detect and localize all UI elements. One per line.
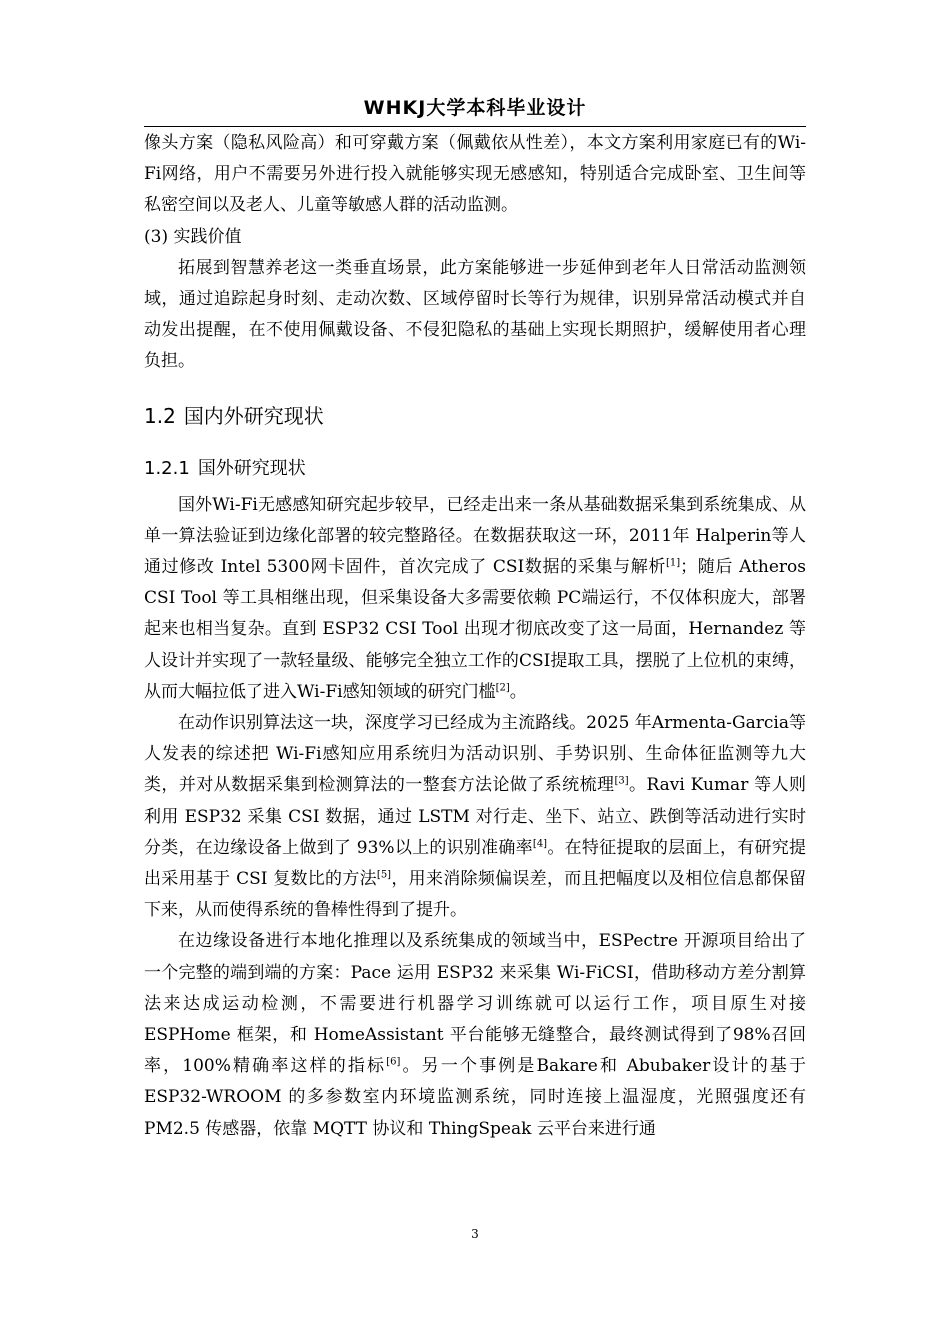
citation-ref: [5] bbox=[376, 869, 392, 881]
section-number: 1.2 bbox=[144, 403, 176, 428]
citation-ref: [3] bbox=[614, 775, 629, 787]
text-run: ，用来消除频偏误差，而且把幅度以及相位信息都保留下来，从而使得系统的鲁棒性得到了提升。 bbox=[144, 869, 806, 921]
text-run: 。 bbox=[509, 681, 527, 702]
section-heading-1-2 bbox=[144, 401, 806, 431]
text-run: ；随后 Atheros CSI Tool 等工具相继出现，但采集设备大多需要依赖 PC端运行，不仅体积庞大，部署起来也相当复杂。直到 ESP32 CSI Tool 出现才彻底改变了这一局面，Hernandez 等人设计并实现了一款轻量级、能够完全独立工作的CSI提取工具，摆脱了上位机的束缚，从而大幅拉低了进入Wi-Fi感知领域的研究门槛 bbox=[144, 557, 807, 702]
text-run: 在动作识别算法这一块，深度学习已经成为主流路线。2025 年Armenta-Garcia等人发表的综述把 Wi-Fi感知应用系统归为活动识别、手势识别、生命体征监测等九大类，并对从数据采集到检测算法的一整套方法论做了系统梳理 bbox=[144, 713, 806, 796]
text-run: 。Ravi Kumar 等人则利用 ESP32 采集 CSI 数据，通过 LSTM 对行走、坐下、站立、跌倒等活动进行实时分类，在边缘设备上做到了 93%以上的识别准确率 bbox=[144, 775, 806, 858]
paragraph-practical-value: 拓展到智慧养老这一类垂直场景，此方案能够进一步延伸到老年人日常活动监测领域，通过追踪起身时刻、走动次数、区域停留时长等行为规律，识别异常活动模式并自动发出提醒，在不使用佩戴设备、不侵犯隐私的基础上实现长期照护，缓解使用者心理负担。 bbox=[144, 257, 806, 372]
subsection-heading-1-2-1 bbox=[144, 454, 806, 484]
citation-ref: [1] bbox=[665, 557, 681, 569]
subsection-label-practical-value: (3) 实践价值 bbox=[144, 226, 242, 247]
text-run: 国外Wi-Fi无感感知研究起步较早，已经走出来一条从基础数据采集到系统集成、从单一算法验证到边缘化部署的较完整路径。在数据获取这一环，2011年 Halperin等人通过修改 Intel 5300网卡固件，首次完成了 CSI数据的采集与解析 bbox=[144, 494, 806, 578]
header-rule bbox=[144, 126, 806, 127]
citation-ref: [2] bbox=[495, 682, 510, 694]
section-title: 国内外研究现状 bbox=[183, 403, 324, 428]
paragraph-data-acquisition bbox=[144, 490, 806, 708]
document-body bbox=[144, 128, 806, 1145]
citation-ref: [4] bbox=[532, 838, 548, 850]
subsection-number: 1.2.1 bbox=[144, 457, 190, 479]
text-run: 。在特征提取的层面上，有研究提出采用基于 CSI 复数比的方法 bbox=[144, 837, 806, 890]
paragraph-continued: 像头方案（隐私风险高）和可穿戴方案（佩戴依从性差），本文方案利用家庭已有的Wi-Fi网络，用户不需要另外进行投入就能够实现无感感知，特别适合完成卧室、卫生间等私密空间以及老人、儿童等敏感人群的活动监测。 bbox=[144, 133, 806, 216]
page-number: 3 bbox=[471, 1227, 479, 1241]
subsection-title: 国外研究现状 bbox=[197, 457, 306, 479]
paragraph-recognition-algorithms bbox=[144, 708, 806, 926]
text-run: 。另一个事例是Bakare和 Abubaker设计的基于 ESP32-WROOM 的多参数室内环境监测系统，同时连接上温湿度，光照强度还有 PM2.5 传感器，依靠 MQTT 协议和 ThingSpeak 云平台来进行通 bbox=[144, 1056, 806, 1139]
text-run: 在边缘设备进行本地化推理以及系统集成的领域当中，ESPectre 开源项目给出了一个完整的端到端的方案：Pace 运用 ESP32 来采集 Wi-FiCSI，借助移动方差分割算法来达成运动检测，不需要进行机器学习训练就可以运行工作，项目原生对接 ESPHome 框架，和 HomeAssistant 平台能够无缝整合，最终测试得到了98%召回率，100%精确率这样的指标 bbox=[144, 931, 806, 1077]
paragraph-edge-integration bbox=[144, 926, 806, 1144]
citation-ref: [6] bbox=[386, 1056, 401, 1068]
running-header: WHKJ大学本科毕业设计 bbox=[363, 97, 587, 119]
